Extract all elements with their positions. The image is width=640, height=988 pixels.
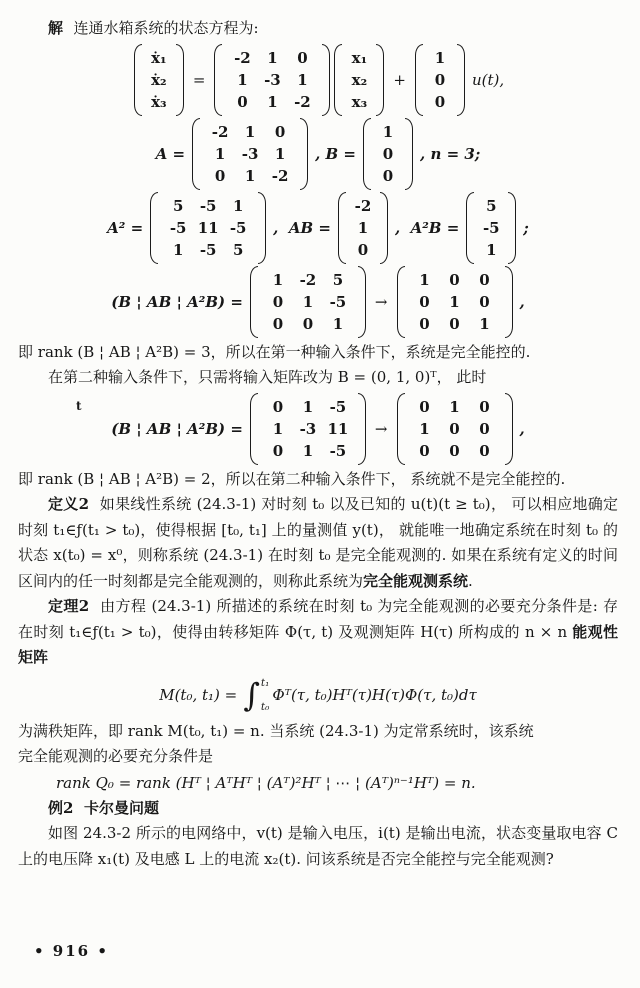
a-squared-label: A² = <box>107 218 144 237</box>
solution-label: 解 <box>48 19 64 37</box>
paren-left <box>214 44 222 116</box>
page-number: • 916 • <box>34 942 109 960</box>
gramian-lhs: M(t₀, t₁) = <box>159 685 238 704</box>
paren-left <box>150 192 158 264</box>
a-squared-b-vector <box>466 192 516 264</box>
rank3-paragraph: 即 rank (B ¦ AB ¦ A²B) = 3，所以在第一种输入条件下，系统是完全能控的. <box>18 342 531 361</box>
paren-right <box>176 44 184 116</box>
paren-right <box>376 44 384 116</box>
a-squared-matrix <box>150 192 266 264</box>
b-vector-cells: 1 0 0 <box>434 48 446 111</box>
ab-vector-cells: -2 1 0 <box>354 196 372 259</box>
a-squared-cells: 5 -5 1 -5 11 -5 1 -5 5 <box>169 196 247 259</box>
paren-left <box>397 393 405 465</box>
theorem2-text: 由方程 (24.3-1) 所描述的系统在时刻 t₀ 为完全能观测的必要充分条件是: 存在时刻 t₁∈ƒ(t₁ > t₀)，使得由转移矩阵 Φ(τ, t) 及观测矩阵 H(τ) 所构成的 n × n <box>18 597 619 641</box>
ab-vector <box>338 192 388 264</box>
a-label: A = <box>155 144 186 163</box>
paren-right <box>358 393 366 465</box>
definition2-paragraph <box>18 492 618 594</box>
arrow-icon: → <box>374 419 388 438</box>
rank2-paragraph: 即 rank (B ¦ AB ¦ A²B) = 2，所以在第二种输入条件下， 系统就不是完全能控的. <box>18 469 566 488</box>
paren-right <box>405 118 413 190</box>
solution-intro-paragraph <box>18 16 618 42</box>
reduced-matrix <box>397 266 513 338</box>
controllability-equation-1 <box>18 266 618 338</box>
lower-limit: t₀ <box>260 700 270 713</box>
paren-left <box>334 44 342 116</box>
example2-heading <box>18 796 618 822</box>
paren-right <box>358 266 366 338</box>
rank-condition-equation: rank Q₀ = rank (Hᵀ ¦ AᵀHᵀ ¦ (Aᵀ)²Hᵀ ¦ ⋯ ¦ (Aᵀ)ⁿ⁻¹Hᵀ) = n. <box>56 773 476 792</box>
a-matrix-cells: -2 1 0 1 -3 1 0 1 -2 <box>211 122 289 185</box>
paren-right <box>505 393 513 465</box>
theorem2-bold-term: 能观性矩阵 <box>18 622 618 666</box>
fullrank-paragraph-line2: 完全能观测的必要充分条件是 <box>18 747 214 765</box>
paren-right <box>457 44 465 116</box>
paren-right <box>508 192 516 264</box>
b-vector <box>363 118 413 190</box>
powers-equation <box>18 192 618 264</box>
paren-left <box>250 393 258 465</box>
paren-right <box>380 192 388 264</box>
state-equation <box>18 44 618 116</box>
reduced-matrix-cells: 0 1 0 1 0 0 0 0 0 <box>419 397 490 460</box>
second-input-paragraph: 在第二种输入条件下，只需将输入矩阵改为 B = (0, 1, 0)ᵀ， 此时 <box>48 368 487 386</box>
ctrb-matrix-cells: 1 -2 5 0 1 -5 0 0 1 <box>272 270 347 333</box>
ctrb-matrix <box>250 266 366 338</box>
plus-sign: + <box>393 70 406 89</box>
gramian-equation <box>18 677 618 713</box>
b-vector-cells: 1 0 0 <box>382 122 394 185</box>
upper-limit: t₁ <box>260 676 270 689</box>
definition2-text: 如果线性系统 (24.3-1) 对时刻 t₀ 以及已知的 u(t)(t ≥ t₀)， 可以相应地确定时刻 t₁∈ƒ(t₁ > t₀)，使得根据 [t₀, t₁] 上的量测值 y(t)， 就能唯一地确定系统在时刻 t₀ 的状态 x(t₀) = x⁰，则称系统 (24.3-1) 在时刻 t₀ 是完全能观测的. 如果在系统有定义的时间区间内的任一时刻都是完全能观测的，则称此系统为 <box>18 495 619 590</box>
b-vector <box>415 44 465 116</box>
example2-body: 如图 24.3-2 所示的电网络中，v(t) 是输入电压，i(t) 是输出电流，状态变量取电容 C 上的电压降 x₁(t) 及电感 L 上的电流 x₂(t). 问该系统是否完全能控与完全能观测? <box>18 824 618 868</box>
fullrank-paragraph-line1: 为满秩矩阵，即 rank M(t₀, t₁) = n. 当系统 (24.3-1) 为定常系统时，该系统 <box>18 721 534 740</box>
b-label: , B = <box>315 144 356 163</box>
paren-left <box>415 44 423 116</box>
reduced-matrix-cells: 1 0 0 0 1 0 0 0 1 <box>419 270 490 333</box>
x-vector-cells: x₁ x₂ x₃ <box>351 48 368 111</box>
x-vector <box>334 44 384 116</box>
definition2-bold-term: 完全能观测系统 <box>363 571 469 590</box>
integral-icon: ∫ <box>243 675 260 714</box>
arrow-icon: → <box>374 292 388 311</box>
ab-label: , AB = <box>273 218 331 237</box>
paren-left <box>134 44 142 116</box>
solution-intro-text: 连通水箱系统的状态方程为: <box>73 19 259 37</box>
integral-limits <box>261 677 269 713</box>
definition2-period: . <box>468 571 473 590</box>
example2-title: 卡尔曼问题 <box>83 798 159 817</box>
paren-right <box>300 118 308 190</box>
ab-definition-equation <box>18 118 618 190</box>
a-squared-b-label: , A²B = <box>394 218 460 237</box>
example2-label: 例2 <box>48 798 74 817</box>
definition2-label: 定义2 <box>48 495 90 513</box>
paren-right <box>258 192 266 264</box>
equals-sign: = <box>192 70 206 89</box>
controllability-equation-2 <box>18 393 618 465</box>
theorem2-label: 定理2 <box>48 597 90 615</box>
ctrb-matrix <box>250 393 366 465</box>
a-matrix <box>214 44 330 116</box>
paren-left <box>338 192 346 264</box>
a-matrix-cells: -2 1 0 1 -3 1 0 1 -2 <box>234 48 311 111</box>
ctrb-lhs-label: (B ¦ AB ¦ A²B) = <box>111 419 243 438</box>
n-label: , n = 3; <box>420 144 481 163</box>
a-matrix <box>192 118 308 190</box>
paren-left <box>466 192 474 264</box>
theorem2-paragraph <box>18 594 618 671</box>
comma: , <box>519 292 525 311</box>
xdot-cells: ẋ₁ ẋ₂ ẋ₃ <box>151 48 167 111</box>
paren-left <box>192 118 200 190</box>
paren-left <box>250 266 258 338</box>
ctrb-lhs-label: (B ¦ AB ¦ A²B) = <box>111 292 243 311</box>
a-squared-b-cells: 5 -5 1 <box>482 196 500 259</box>
paren-left <box>397 266 405 338</box>
paren-left <box>363 118 371 190</box>
ctrb-matrix-cells: 0 1 -5 1 -3 11 0 1 -5 <box>272 397 349 460</box>
integrand: Φᵀ(τ, t₀)Hᵀ(τ)H(τ)Φ(τ, t₀)dτ <box>272 685 477 704</box>
comma: , <box>519 419 525 438</box>
xdot-vector <box>134 44 184 116</box>
paren-right <box>322 44 330 116</box>
input-term: u(t), <box>471 70 505 89</box>
print-artifact: t <box>76 398 82 413</box>
paren-right <box>505 266 513 338</box>
reduced-matrix <box>397 393 513 465</box>
semicolon: ; <box>523 218 529 237</box>
